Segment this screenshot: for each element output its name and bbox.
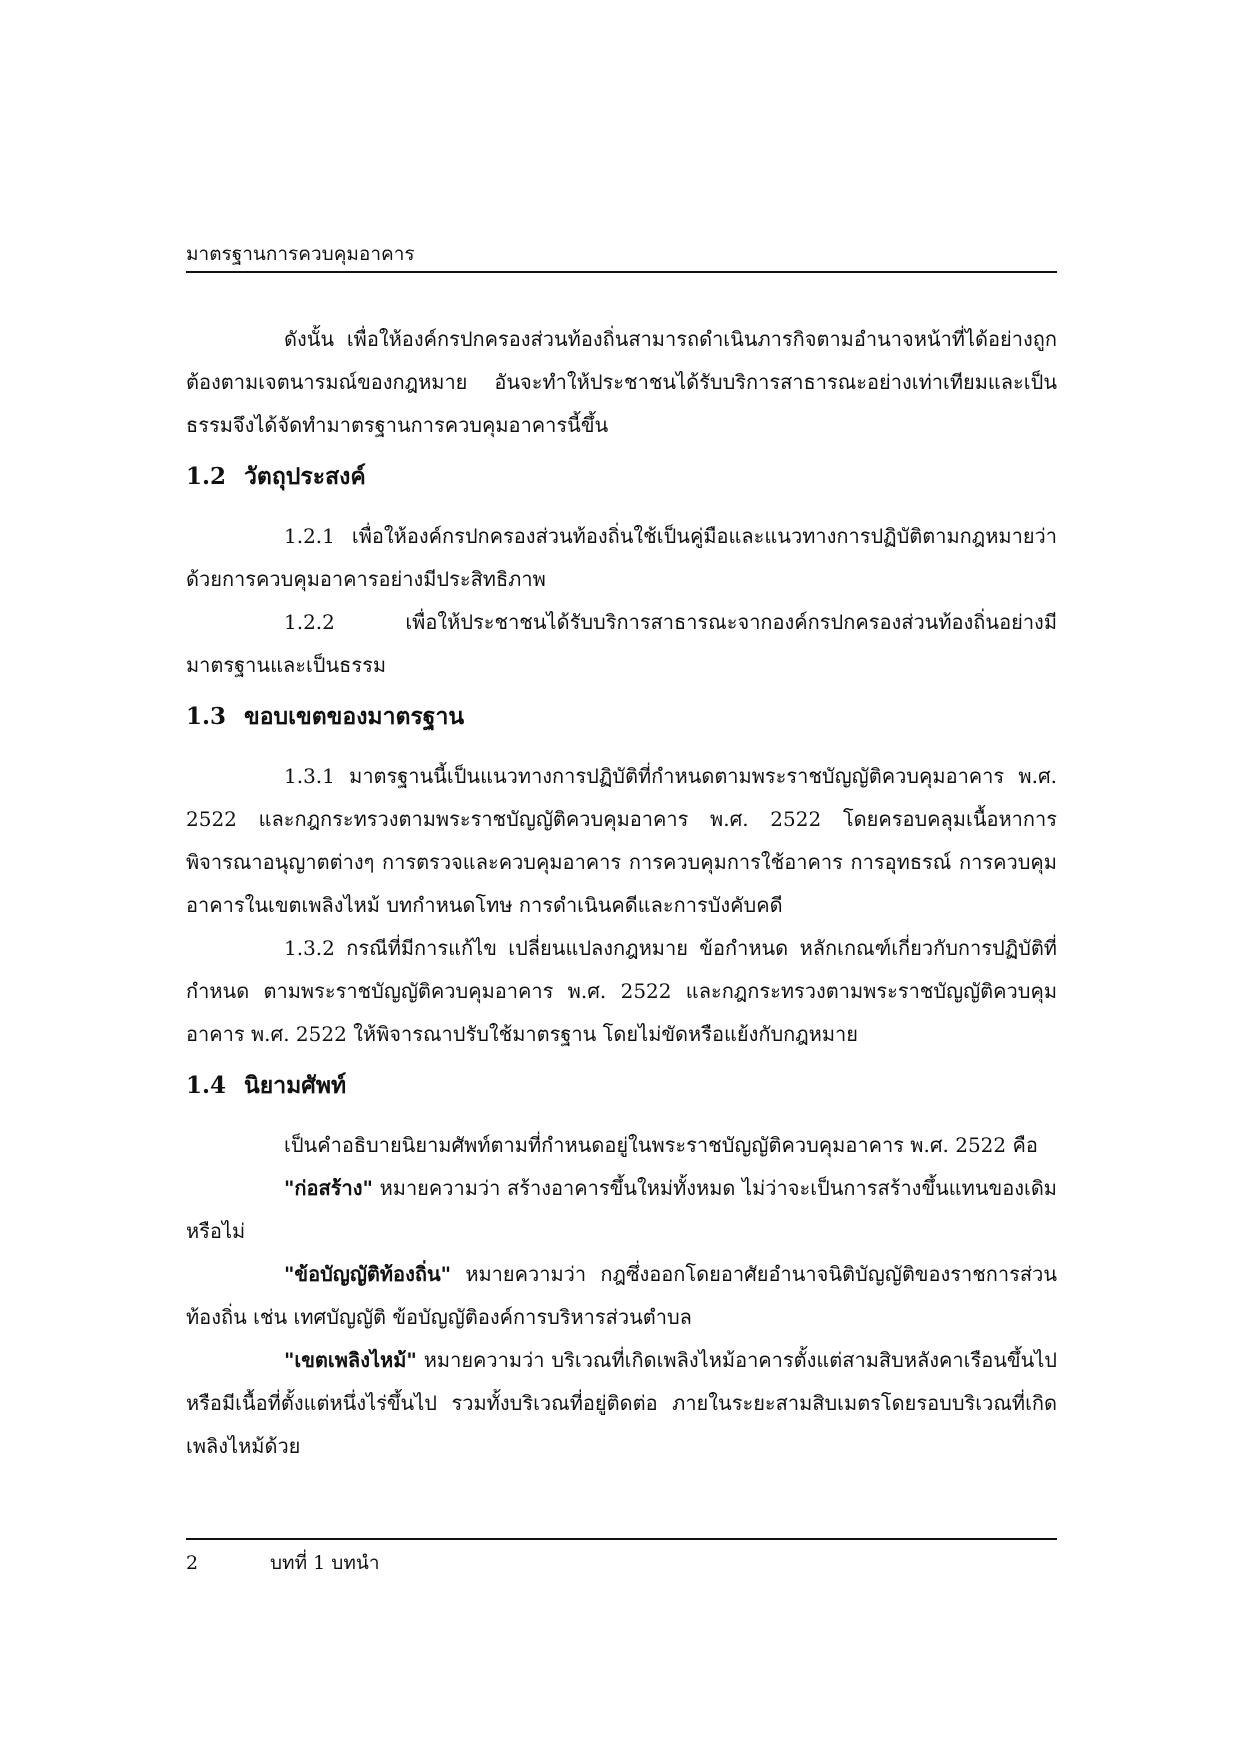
section-number: 1.2 — [186, 463, 227, 490]
footer-rule — [186, 1538, 1057, 1540]
definition-term: "ก่อสร้าง" — [284, 1176, 373, 1200]
paragraph-1-3-2: 1.3.2 กรณีที่มีการแก้ไข เปลี่ยนแปลงกฎหมาย ข้อกำหนด หลักเกณฑ์เกี่ยวกับการปฏิบัติที่กำหนด ตามพระราชบัญญัติควบคุมอาคาร พ.ศ. 2522 และกฎกระทรวงตามพระราชบัญญัติควบคุมอาคาร พ.ศ. 2522 ให้พิจารณาปรับใช้มาตรฐาน โดยไม่ขัดหรือแย้งกับกฎหมาย — [186, 936, 1057, 1046]
page-body — [186, 318, 1057, 1468]
header-rule — [186, 271, 1057, 273]
section-number: 1.4 — [186, 1072, 227, 1099]
paragraph-1-3-1: 1.3.1 มาตรฐานนี้เป็นแนวทางการปฏิบัติที่กำหนดตามพระราชบัญญัติควบคุมอาคาร พ.ศ. 2522 และกฎกระทรวงตามพระราชบัญญัติควบคุมอาคาร พ.ศ. 2522 โดยครอบคลุมเนื้อหาการพิจารณาอนุญาตต่างๆ การตรวจและควบคุมอาคาร การควบคุมการใช้อาคาร การอุทธรณ์ การควบคุมอาคารในเขตเพลิงไหม้ บทกำหนดโทษ การดำเนินคดีและการบังคับคดี — [186, 764, 1057, 917]
definition-construct — [186, 1167, 1057, 1253]
definition-local-ordinance — [186, 1253, 1057, 1339]
definition-fire-zone — [186, 1339, 1057, 1468]
running-header: มาตรฐานการควบคุมอาคาร — [186, 243, 415, 265]
section-title: นิยามศัพท์ — [244, 1072, 347, 1099]
definition-term: "เขตเพลิงไหม้" — [284, 1348, 417, 1372]
paragraph-1-2-1: 1.2.1 เพื่อให้องค์กรปกครองส่วนท้องถิ่นใช้เป็นคู่มือและแนวทางการปฏิบัติตามกฎหมายว่าด้วยการควบคุมอาคารอย่างมีประสิทธิภาพ — [186, 524, 1057, 591]
chapter-label: บทที่ 1 บทนำ — [270, 1552, 380, 1574]
paragraph-1-2-2: 1.2.2 เพื่อให้ประชาชนได้รับบริการสาธารณะจากองค์กรปกครองส่วนท้องถิ่นอย่างมีมาตรฐานและเป็นธรรม — [186, 610, 1057, 677]
page-footer — [186, 1550, 380, 1576]
definition-text: หมายความว่า บริเวณที่เกิดเพลิงไหม้อาคารตั้งแต่สามสิบหลังคาเรือนขึ้นไปหรือมีเนื้อที่ตั้งแต่หนึ่งไร่ขึ้นไป รวมทั้งบริเวณที่อยู่ติดต่อ ภายในระยะสามสิบเมตรโดยรอบบริเวณที่เกิดเพลิงไหม้ด้วย — [186, 1348, 1057, 1458]
definition-text: หมายความว่า กฎซึ่งออกโดยอาศัยอำนาจนิติบัญญัติของราชการส่วนท้องถิ่น เช่น เทศบัญญัติ ข้อบัญญัติองค์การบริหารส่วนตำบล — [186, 1262, 1057, 1329]
definition-text: หมายความว่า สร้างอาคารขึ้นใหม่ทั้งหมด ไม่ว่าจะเป็นการสร้างขึ้นแทนของเดิมหรือไม่ — [186, 1176, 1057, 1243]
definition-term: "ข้อบัญญัติท้องถิ่น" — [284, 1262, 452, 1286]
section-number: 1.3 — [186, 703, 227, 730]
section-heading-1-4 — [186, 1066, 1057, 1106]
intro-paragraph: ดังนั้น เพื่อให้องค์กรปกครองส่วนท้องถิ่นสามารถดำเนินภารกิจตามอำนาจหน้าที่ได้อย่างถูกต้องตามเจตนารมณ์ของกฎหมาย อันจะทำให้ประชาชนได้รับบริการสาธารณะอย่างเท่าเทียมและเป็นธรรมจึงได้จัดทำมาตรฐานการควบคุมอาคารนี้ขึ้น — [186, 327, 1057, 437]
section-title: ขอบเขตของมาตรฐาน — [244, 703, 465, 730]
section-heading-1-2 — [186, 457, 1057, 497]
definitions-intro: เป็นคำอธิบายนิยามศัพท์ตามที่กำหนดอยู่ในพระราชบัญญัติควบคุมอาคาร พ.ศ. 2522 คือ — [284, 1133, 1038, 1157]
page-number: 2 — [186, 1552, 199, 1574]
section-title: วัตถุประสงค์ — [244, 463, 366, 490]
section-heading-1-3 — [186, 697, 1057, 737]
